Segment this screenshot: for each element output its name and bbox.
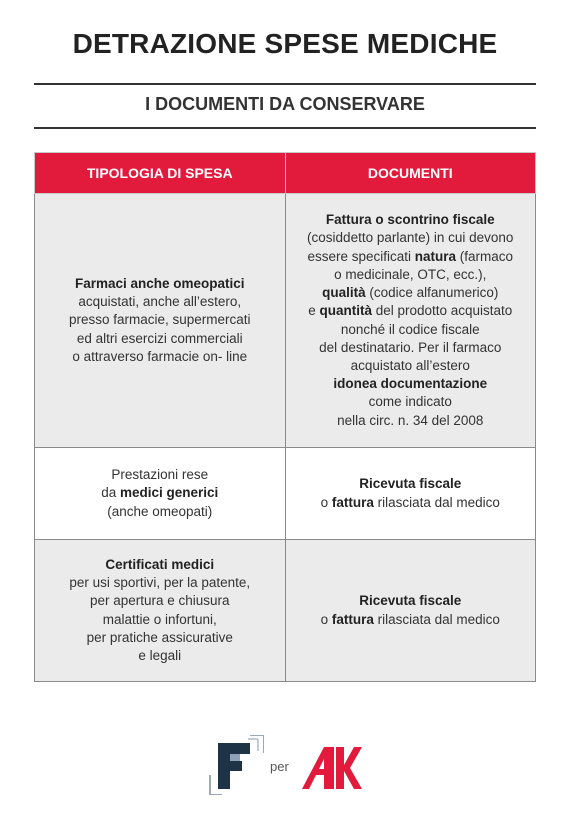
text-span: malattie o infortuni, [102, 611, 217, 627]
bold-text: quantità [319, 303, 372, 319]
text-span: acquistato all’estero [350, 357, 470, 373]
cell-tipologia [35, 194, 286, 448]
cell-text-line [41, 556, 279, 574]
text-span: del prodotto acquistato [371, 303, 513, 319]
cell-text-line [292, 475, 530, 493]
text-span: o attraverso farmacie on- line [72, 348, 248, 364]
page-subtitle: I DOCUMENTI DA CONSERVARE [145, 94, 425, 114]
page-title: DETRAZIONE SPESE MEDICHE [72, 28, 498, 59]
cell-text-line [292, 284, 530, 302]
bold-text: fattura [331, 611, 374, 627]
cell-text-line [41, 503, 279, 521]
cell-documenti [285, 540, 536, 682]
cell-text-line [292, 592, 530, 610]
cell-tipologia [35, 448, 286, 540]
cell-text-line [292, 393, 530, 411]
text-span: acquistati, anche all’estero, [78, 294, 242, 310]
cell-text-line [292, 321, 530, 339]
table-row [35, 194, 536, 448]
text-span: o [320, 611, 332, 627]
table-header-row [35, 153, 536, 194]
cell-tipologia [35, 540, 286, 682]
cell-text-line [292, 611, 530, 629]
text-span: essere specificati [307, 248, 415, 264]
cell-text-line [41, 574, 279, 592]
text-span: ed altri esercizi commerciali [76, 330, 243, 346]
cell-text-line [41, 647, 279, 665]
cell-text-line [41, 611, 279, 629]
text-span: rilasciata dal medico [373, 494, 500, 510]
text-span: rilasciata dal medico [373, 611, 500, 627]
cell-text-line [292, 211, 530, 229]
text-span: come indicato [368, 394, 452, 410]
cell-text-line [41, 293, 279, 311]
cell-text-line [292, 266, 530, 284]
cell-text-line [41, 466, 279, 484]
cell-text-line [41, 275, 279, 293]
cell-text-line [292, 357, 530, 375]
cell-text-line [292, 412, 530, 430]
bold-text: Fattura o scontrino fiscale [325, 212, 495, 228]
text-span: o [320, 494, 332, 510]
per-label: per [270, 759, 289, 774]
text-span: presso farmacie, supermercati [68, 312, 251, 328]
cell-text-line [292, 248, 530, 266]
documents-table [34, 152, 536, 682]
footer-logos [0, 735, 570, 795]
bold-text: qualità [322, 285, 366, 301]
bold-text: idonea documentazione [333, 376, 488, 392]
text-span: per usi sportivi, per la patente, [69, 575, 251, 591]
cell-text-line [292, 375, 530, 393]
title-divider-bottom [34, 127, 536, 129]
text-span: (cosiddetto parlante) in cui devono [307, 230, 514, 246]
table-row [35, 540, 536, 682]
f-logo-icon [208, 735, 264, 795]
text-span: nonché il codice fiscale [340, 321, 480, 337]
text-span: (farmaco [456, 248, 514, 264]
cell-text-line [41, 330, 279, 348]
text-span: per pratiche assicurative [86, 629, 233, 645]
bold-text: fattura [331, 494, 374, 510]
text-span: da [101, 485, 120, 501]
cell-documenti [285, 194, 536, 448]
column-header-tipologia: TIPOLOGIA DI SPESA [35, 153, 286, 194]
text-span: o medicinale, OTC, ecc.), [334, 266, 487, 282]
cell-text-line [41, 484, 279, 502]
cell-text-line [41, 629, 279, 647]
bold-text: natura [414, 248, 457, 264]
cell-text-line [41, 592, 279, 610]
cell-text-line [41, 311, 279, 329]
text-span: e legali [138, 647, 182, 663]
cell-documenti [285, 448, 536, 540]
text-span: Prestazioni rese [111, 467, 209, 483]
text-span: e [308, 303, 320, 319]
bold-text: Farmaci anche omeopatici [74, 275, 245, 291]
cell-text-line [41, 348, 279, 366]
cell-text-line [292, 229, 530, 247]
bold-text: Certificati medici [105, 556, 215, 572]
column-header-documenti: DOCUMENTI [285, 153, 536, 194]
bold-text: Ricevuta fiscale [359, 593, 462, 609]
text-span: (codice alfanumerico) [365, 285, 499, 301]
cell-text-line [292, 339, 530, 357]
bold-text: Ricevuta fiscale [359, 476, 462, 492]
table-row [35, 448, 536, 540]
cell-text-line [292, 302, 530, 320]
text-span: per apertura e chiusura [89, 593, 230, 609]
text-span: nella circ. n. 34 del 2008 [337, 412, 484, 428]
bold-text: medici generici [119, 485, 219, 501]
title-divider-top [34, 83, 536, 85]
text-span: (anche omeopati) [107, 503, 213, 519]
ak-logo-icon [302, 747, 362, 789]
cell-text-line [292, 494, 530, 512]
text-span: del destinatario. Per il farmaco [319, 339, 502, 355]
